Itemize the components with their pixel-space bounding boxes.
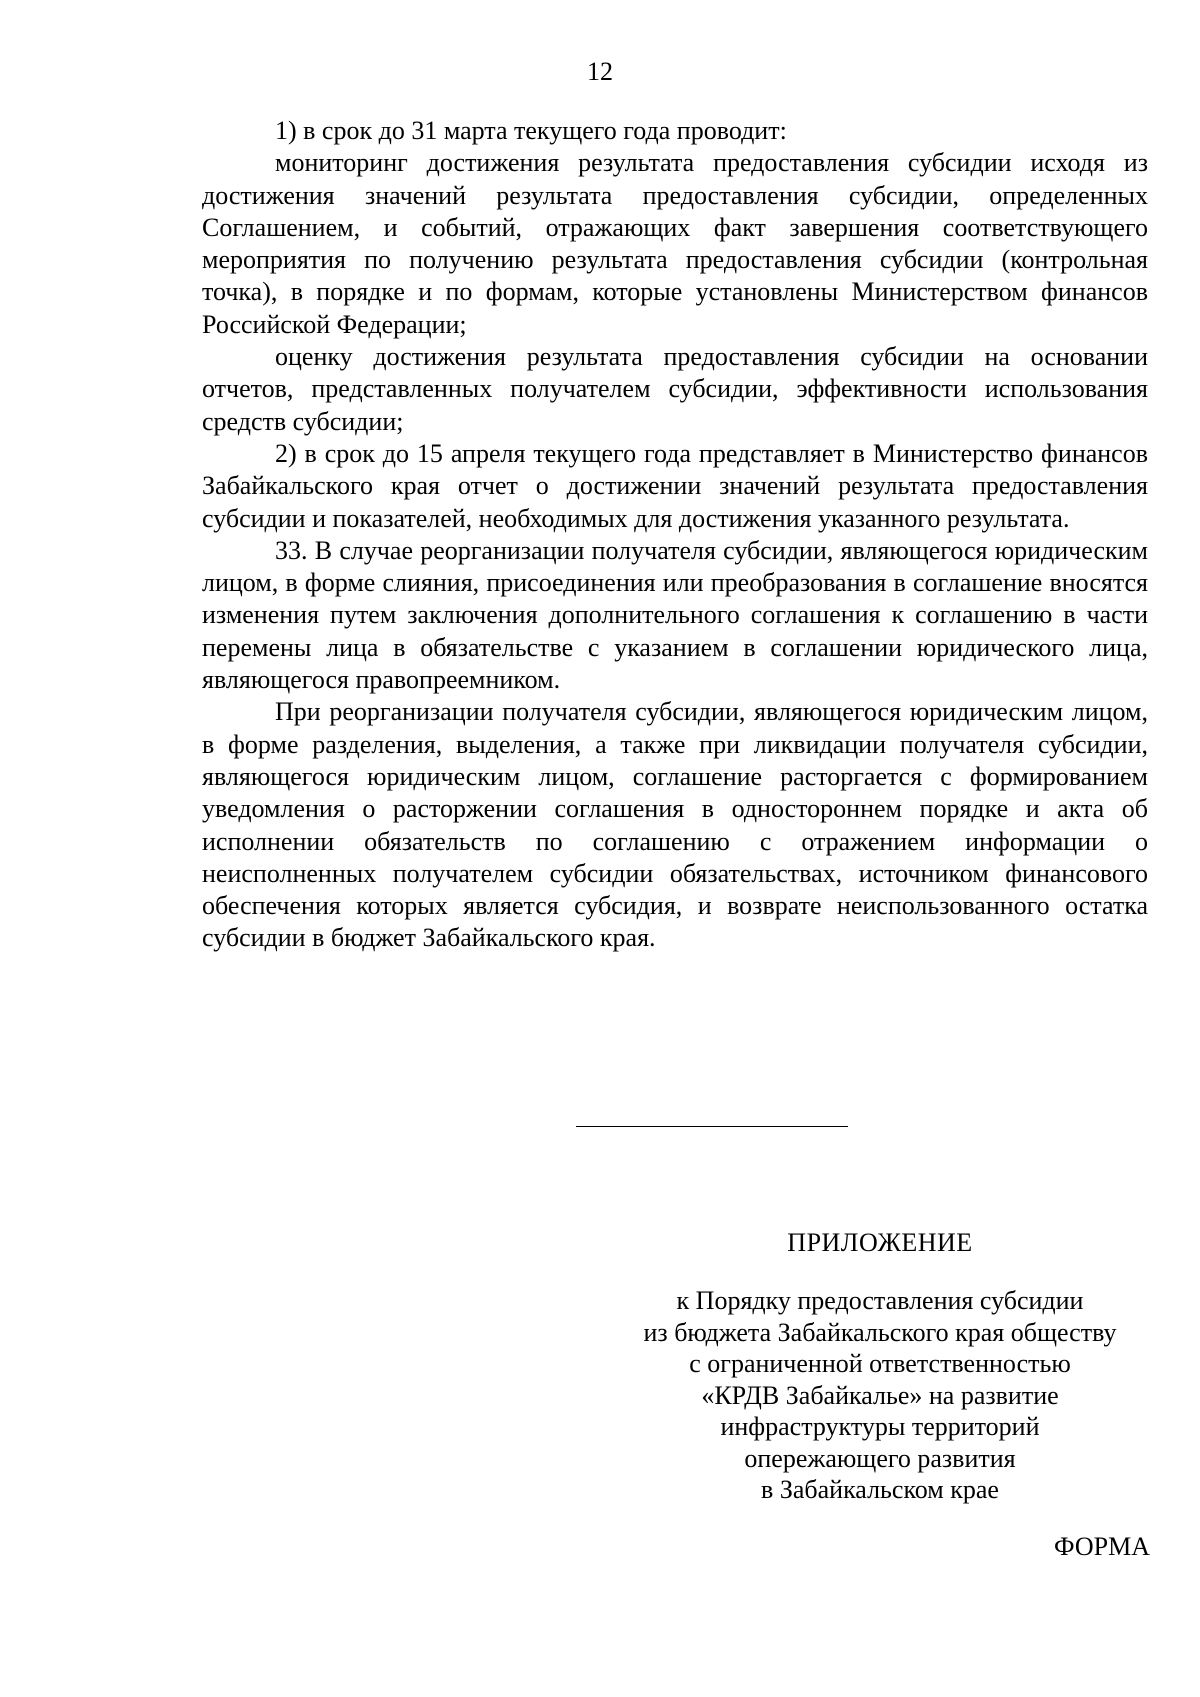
appendix-line: с ограниченной ответственностью	[689, 1349, 1071, 1378]
appendix-line: опережающего развития	[744, 1443, 1016, 1473]
paragraph-assessment: оценку достижения результата предоставления субсидии на основании отчетов, представленных получателем субсидии, эффективности использования средств субсидии;	[202, 342, 1148, 436]
appendix-line: к Порядку предоставления субсидии	[676, 1286, 1084, 1315]
appendix-subtitle	[580, 1285, 1180, 1506]
appendix-line: «КРДВ Забайкалье» на развитие	[701, 1380, 1059, 1410]
paragraph-item-1: 1) в срок до 31 марта текущего года проводит:	[275, 116, 787, 145]
page-number: 12	[587, 57, 613, 86]
paragraph-monitoring: мониторинг достижения результата предоставления субсидии исходя из достижения значений результата предоставления субсидии, определенных Соглашением, и событий, отражающих факт завершения соответствующего мероприятия по получению результата предоставления субсидии (контрольная точка), в порядке и по формам, которые установлены Министерством финансов Российской Федерации;	[202, 148, 1148, 339]
paragraph-reorganization: При реорганизации получателя субсидии, являющегося юридическим лицом, в форме разделения, выделения, а также при ликвидации получателя субсидии, являющегося юридическим лицом, соглашение расторгается с формированием уведомления о расторжении соглашения в одностороннем порядке и акта об исполнении обязательств по соглашению с отражением информации о неисполненных получателем субсидии обязательствах, источником финансового обеспечения которых является субсидия, и возврате неиспользованного остатка субсидии в бюджет Забайкальского края.	[202, 697, 1148, 953]
paragraph-item-2: 2) в срок до 15 апреля текущего года представляет в Министерство финансов Забайкальского края отчет о достижении значений результата предоставления субсидии и показателей, необходимых для достижения указанного результата.	[202, 438, 1148, 533]
appendix-line: в Забайкальском крае	[761, 1475, 999, 1504]
paragraph-33: 33. В случае реорганизации получателя субсидии, являющегося юридическим лицом, в форме слияния, присоединения или преобразования в соглашение вносятся изменения путем заключения дополнительного соглашения к соглашению в части перемены лица в обязательстве с указанием в соглашении юридического лица, являющегося правопреемником.	[202, 535, 1148, 695]
appendix-line: из бюджета Забайкальского края обществу	[643, 1317, 1117, 1347]
section-divider	[576, 1126, 848, 1127]
document-body	[202, 115, 1148, 955]
form-label: ФОРМА	[1054, 1532, 1150, 1561]
appendix-line: инфраструктуры территорий	[720, 1412, 1040, 1441]
appendix-title: ПРИЛОЖЕНИЕ	[787, 1228, 973, 1257]
